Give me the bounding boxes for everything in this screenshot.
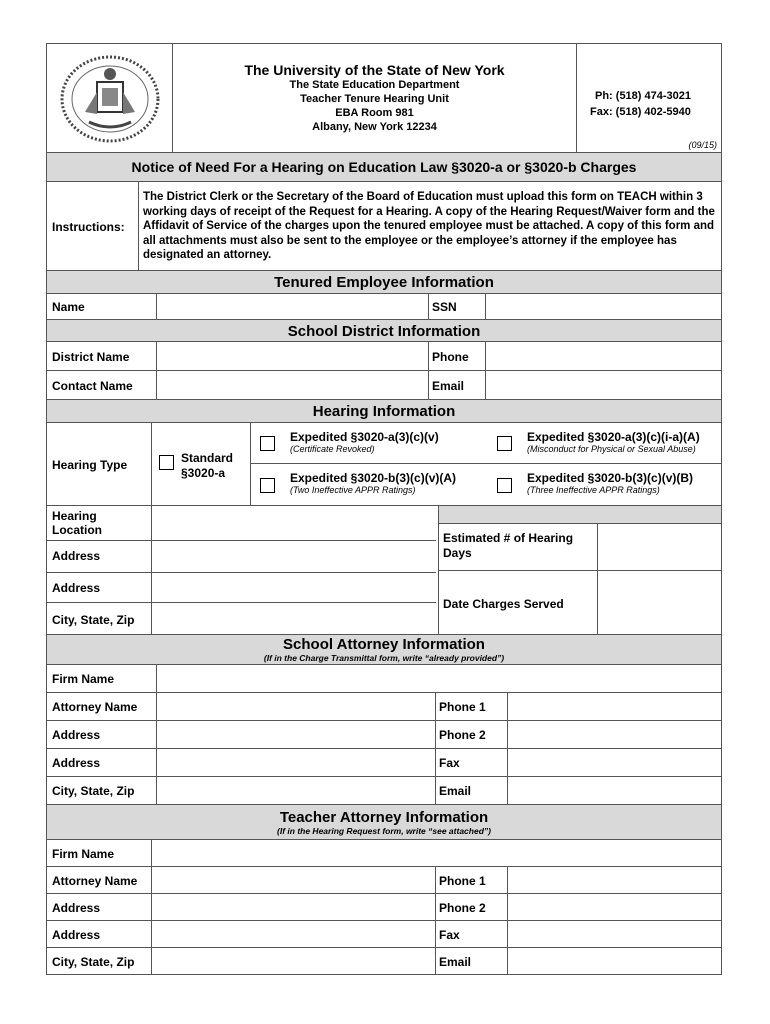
- hearing-location-label-2: Location: [52, 523, 102, 537]
- teacher-address2-label: Address: [52, 928, 101, 942]
- standard-checkbox[interactable]: [159, 455, 174, 470]
- school-firm-field[interactable]: [157, 665, 721, 692]
- district-email-field[interactable]: [486, 371, 721, 399]
- standard-label-2: §3020-a: [181, 466, 226, 480]
- school-city-row: [46, 777, 722, 805]
- school-address1-label: Address: [52, 728, 101, 742]
- school-attorney-name-label: Attorney Name: [52, 700, 138, 714]
- expedited-3020a-ia-checkbox[interactable]: [497, 436, 512, 451]
- employee-name-field[interactable]: [157, 294, 427, 319]
- hearing-address-label-1: Address: [52, 549, 101, 563]
- teacher-city-field[interactable]: [152, 948, 434, 974]
- school-attorney-name-row: [46, 693, 722, 721]
- contact-name-label: Contact Name: [52, 379, 133, 393]
- ssn-label: SSN: [432, 300, 457, 314]
- hearing-notice-form: [46, 43, 722, 975]
- unit-line: Teacher Tenure Hearing Unit: [300, 93, 449, 105]
- estimated-days-label-1: Estimated # of Hearing: [443, 531, 574, 545]
- notice-title: Notice of Need For a Hearing on Education Law §3020-a or §3020-b Charges: [131, 159, 637, 175]
- school-address2-label: Address: [52, 756, 101, 770]
- expedited-3020b-a-checkbox[interactable]: [260, 478, 275, 493]
- room-line: EBA Room 981: [335, 107, 414, 119]
- teacher-attorney-name-field[interactable]: [152, 867, 434, 893]
- school-city-field[interactable]: [157, 777, 434, 804]
- teacher-email-label: Email: [439, 955, 472, 969]
- fax-line: Fax: (518) 402-5940: [590, 106, 691, 118]
- hearing-location-block: [46, 506, 722, 635]
- hearing-section-header: [46, 400, 722, 423]
- school-attorney-section-header: [46, 635, 722, 665]
- state-seal-icon: [55, 52, 165, 146]
- school-attorney-section-title: School Attorney Information: [283, 636, 485, 653]
- teacher-address1-row: [46, 894, 722, 921]
- estimated-days-label-2: Days: [443, 546, 472, 560]
- school-address1-row: [46, 721, 722, 749]
- department-line: The State Education Department: [289, 79, 460, 91]
- date-charges-served-label: Date Charges Served: [443, 597, 564, 611]
- school-address2-field[interactable]: [157, 749, 434, 776]
- teacher-city-row: [46, 948, 722, 975]
- district-phone-field[interactable]: [486, 342, 721, 370]
- district-phone-label: Phone: [432, 350, 469, 364]
- school-phone1-label: Phone 1: [439, 700, 486, 714]
- expedited-3020a-v-label: Expedited §3020-a(3)(c)(v): [290, 430, 439, 444]
- teacher-attorney-section-title: Teacher Attorney Information: [279, 809, 489, 826]
- teacher-attorney-section-header: [46, 805, 722, 840]
- district-section-header: [46, 320, 722, 342]
- school-fax-label: Fax: [439, 756, 460, 770]
- expedited-3020b-b-checkbox[interactable]: [497, 478, 512, 493]
- contact-name-field[interactable]: [157, 371, 427, 399]
- school-firm-label: Firm Name: [52, 672, 115, 686]
- district-section-title: School District Information: [287, 323, 481, 340]
- contact-name-row: [46, 371, 722, 400]
- district-name-label: District Name: [52, 350, 130, 364]
- teacher-fax-label: Fax: [439, 928, 460, 942]
- estimated-days-field[interactable]: [598, 524, 721, 570]
- hearing-section-title: Hearing Information: [312, 403, 456, 420]
- school-address2-row: [46, 749, 722, 777]
- teacher-address1-field[interactable]: [152, 894, 434, 920]
- institution-title: The University of the State of New York: [244, 62, 505, 78]
- school-email-field[interactable]: [508, 777, 721, 804]
- school-phone2-field[interactable]: [508, 721, 721, 748]
- instructions-row: [46, 182, 722, 271]
- teacher-address2-row: [46, 921, 722, 948]
- teacher-firm-label: Firm Name: [52, 847, 115, 861]
- teacher-firm-row: [46, 840, 722, 867]
- standard-label-1: Standard: [181, 451, 234, 465]
- hearing-type-row: [46, 423, 722, 506]
- employee-name-row: [46, 294, 722, 320]
- employee-name-label: Name: [52, 300, 85, 314]
- teacher-phone1-label: Phone 1: [439, 874, 486, 888]
- school-phone1-field[interactable]: [508, 693, 721, 720]
- instructions-text: The District Clerk or the Secretary of the Board of Education must upload this form on TEACH within 3 working days of receipt of the Request for a Hearing. A copy of the Hearing Request/Waiver form and the Affidavit of Service of the charges upon the tenured employee must be attached. A copy of this form and all attachments must also be sent to the employee or the employee’s attorney if the employee has designated an attorney.: [143, 191, 715, 261]
- ssn-field[interactable]: [486, 294, 721, 319]
- city-line: Albany, New York 12234: [312, 121, 437, 133]
- teacher-address2-field[interactable]: [152, 921, 434, 947]
- school-attorney-section-subtitle: (If in the Charge Transmittal form, write “already provided”): [263, 653, 505, 663]
- employee-section-header: [46, 271, 722, 294]
- hearing-location-field[interactable]: [152, 506, 437, 540]
- expedited-3020a-v-checkbox[interactable]: [260, 436, 275, 451]
- expedited-3020a-v-sub: (Certificate Revoked): [290, 444, 375, 454]
- school-email-label: Email: [439, 784, 472, 798]
- date-charges-served-field[interactable]: [598, 571, 721, 634]
- school-firm-row: [46, 665, 722, 693]
- hearing-city-label: City, State, Zip: [52, 613, 135, 627]
- expedited-3020b-a-sub: (Two Ineffective APPR Ratings): [290, 485, 416, 495]
- hearing-type-label: Hearing Type: [52, 458, 128, 472]
- teacher-phone1-field[interactable]: [508, 867, 721, 893]
- instructions-label: Instructions:: [52, 220, 125, 234]
- teacher-phone2-field[interactable]: [508, 894, 721, 920]
- hearing-location-label-1: Hearing: [52, 509, 97, 523]
- expedited-3020a-ia-label: Expedited §3020-a(3)(c)(i-a)(A): [527, 430, 700, 444]
- notice-title-row: [46, 153, 722, 182]
- school-attorney-name-field[interactable]: [157, 693, 434, 720]
- school-address1-field[interactable]: [157, 721, 434, 748]
- teacher-email-field[interactable]: [508, 948, 721, 974]
- teacher-firm-field[interactable]: [152, 840, 721, 866]
- hearing-address-label-2: Address: [52, 581, 101, 595]
- district-email-label: Email: [432, 379, 465, 393]
- form-version: (09/15): [688, 140, 717, 150]
- school-city-label: City, State, Zip: [52, 784, 135, 798]
- teacher-city-label: City, State, Zip: [52, 955, 135, 969]
- employee-section-title: Tenured Employee Information: [274, 274, 494, 291]
- expedited-3020a-ia-sub: (Misconduct for Physical or Sexual Abuse): [527, 444, 696, 454]
- school-fax-field[interactable]: [508, 749, 721, 776]
- teacher-attorney-name-label: Attorney Name: [52, 874, 138, 888]
- school-phone2-label: Phone 2: [439, 728, 486, 742]
- expedited-3020b-b-sub: (Three Ineffective APPR Ratings): [527, 485, 660, 495]
- phone-line: Ph: (518) 474-3021: [595, 90, 691, 102]
- teacher-address1-label: Address: [52, 901, 101, 915]
- expedited-3020b-a-label: Expedited §3020-b(3)(c)(v)(A): [290, 471, 457, 485]
- letterhead: [46, 43, 722, 153]
- expedited-3020b-b-label: Expedited §3020-b(3)(c)(v)(B): [527, 471, 694, 485]
- teacher-attorney-section-subtitle: (If in the Hearing Request form, write “see attached”): [277, 826, 491, 836]
- district-name-row: [46, 342, 722, 371]
- district-name-field[interactable]: [157, 342, 427, 370]
- teacher-fax-field[interactable]: [508, 921, 721, 947]
- teacher-phone2-label: Phone 2: [439, 901, 486, 915]
- teacher-attorney-name-row: [46, 867, 722, 894]
